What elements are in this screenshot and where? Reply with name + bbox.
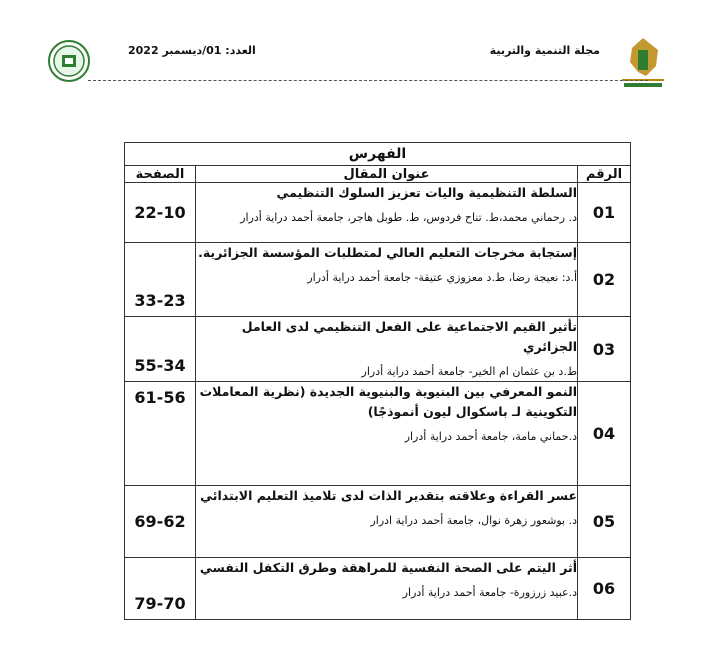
table-row	[125, 558, 631, 620]
article-authors: د.عبيد زرزورة- جامعة أحمد دراية أدرار	[402, 586, 577, 599]
article-cell	[196, 382, 578, 486]
article-authors: د.حماني مامة، جامعة أحمد دراية أدرار	[404, 430, 577, 443]
article-title: النمو المعرفي بين البنيوية والبنيوية الجديدة (نظرية المعاملات التكوينية لـ باسكوال ليون أنموذجًا)	[199, 384, 577, 419]
article-cell	[196, 486, 578, 558]
article-cell	[196, 558, 578, 620]
table-row	[125, 183, 631, 243]
university-seal-icon	[48, 40, 90, 82]
article-authors: د. رحماني محمد،ط. تناح فردوس، ط. طوبل هاجر، جامعة أحمد دراية أدرار	[240, 211, 577, 224]
table-row	[125, 382, 631, 486]
page-range: 61-56	[125, 382, 196, 486]
header-divider	[88, 80, 648, 81]
row-number: 01	[578, 183, 631, 243]
page-range: 22-10	[125, 183, 196, 243]
toc-header-row	[125, 166, 631, 183]
page-range: 69-62	[125, 486, 196, 558]
article-title: عسر القراءة وعلاقته بتقدير الذات لدى تلاميذ التعليم الابتدائي	[200, 488, 577, 503]
table-row	[125, 317, 631, 382]
article-title: السلطة التنظيمية واليات تعزيز السلوك التنظيمي	[276, 185, 577, 200]
row-number: 02	[578, 243, 631, 317]
row-number: 05	[578, 486, 631, 558]
page-range: 33-23	[125, 243, 196, 317]
article-authors: د. بوشعور زهرة نوال، جامعة أحمد دراية ادرار	[370, 514, 577, 527]
journal-logo-icon	[612, 36, 674, 92]
article-title: أثر اليتم على الصحة النفسية للمراهقة وطرق التكفل النفسي	[199, 560, 577, 575]
row-number: 03	[578, 317, 631, 382]
article-cell	[196, 183, 578, 243]
row-number: 06	[578, 558, 631, 620]
article-cell	[196, 243, 578, 317]
journal-name: مجلة التنمية والتربية	[489, 44, 600, 57]
page-range: 79-70	[125, 558, 196, 620]
page-header	[40, 30, 680, 80]
article-cell	[196, 317, 578, 382]
table-row	[125, 486, 631, 558]
article-title: تأثير القيم الاجتماعية على الفعل التنظيمي لدى العامل الجزائري	[241, 319, 577, 354]
table-row	[125, 243, 631, 317]
col-pages-header: الصفحة	[125, 166, 196, 183]
toc-table	[124, 142, 631, 620]
col-number-header: الرقم	[578, 166, 631, 183]
article-title: إستجابة مخرجات التعليم العالي لمتطلبات المؤسسة الجزائرية.	[198, 245, 577, 260]
col-title-header: عنوان المقال	[196, 166, 578, 183]
article-authors: ط.د بن عثمان ام الخير- جامعة أحمد دراية أدرار	[361, 365, 577, 378]
issue-label: العدد: 01/ديسمبر 2022	[128, 44, 256, 57]
toc-title: الفهرس	[125, 143, 631, 166]
page-range: 55-34	[125, 317, 196, 382]
row-number: 04	[578, 382, 631, 486]
article-authors: أ.د: نعيجة رضا، ط.د معزوزي عتيقة- جامعة أحمد دراية أدرار	[307, 271, 577, 284]
